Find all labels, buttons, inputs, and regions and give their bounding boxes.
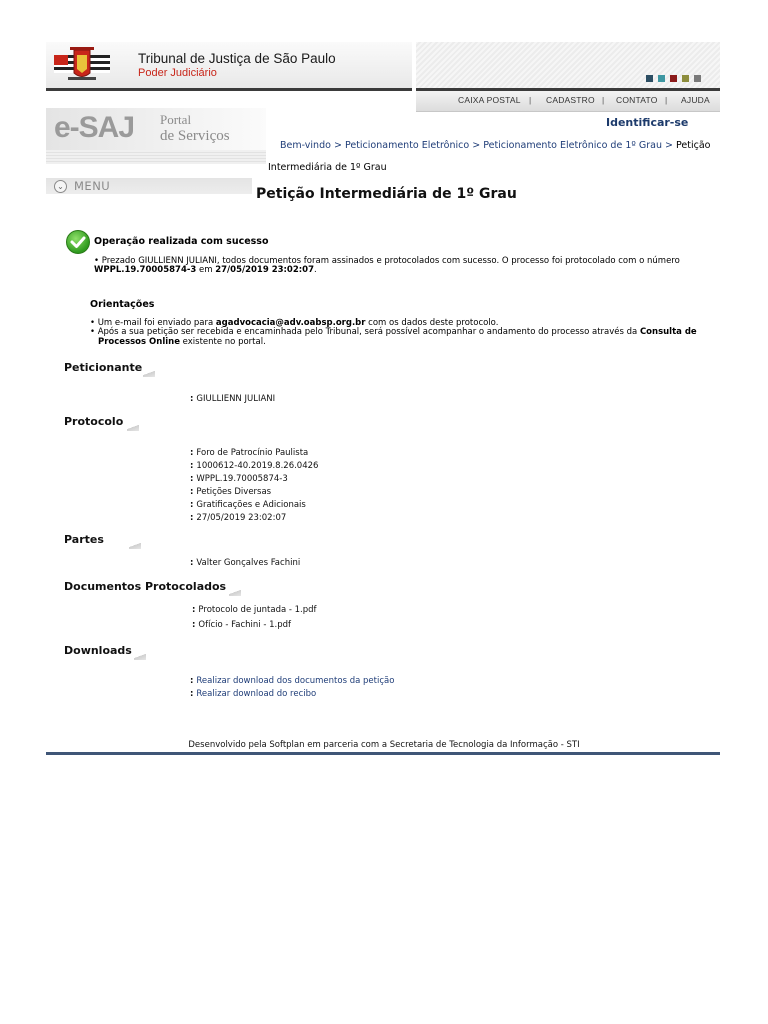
colon: : bbox=[190, 394, 194, 404]
color-square bbox=[694, 75, 701, 82]
section-mark bbox=[134, 654, 146, 660]
colon: : bbox=[190, 689, 194, 699]
protocolo-classe bbox=[190, 487, 271, 497]
color-square bbox=[646, 75, 653, 82]
success-protocol-line bbox=[94, 265, 317, 275]
value-text: GIULLIENN JULIANI bbox=[196, 394, 276, 404]
protocolo-foro bbox=[190, 448, 308, 458]
value-text: Petições Diversas bbox=[196, 487, 272, 497]
text-em: em bbox=[199, 265, 213, 275]
value-text: Valter Gonçalves Fachini bbox=[196, 558, 301, 568]
breadcrumb-separator: > bbox=[472, 140, 481, 151]
color-square bbox=[670, 75, 677, 82]
orient-text: • Um e-mail foi enviado para bbox=[90, 318, 214, 328]
breadcrumb-separator: > bbox=[333, 140, 342, 151]
orientacoes-title: Orientações bbox=[90, 299, 155, 310]
color-square bbox=[682, 75, 689, 82]
coat-of-arms-icon bbox=[54, 47, 110, 81]
email-address: agadvocacia@adv.oabsp.org.br bbox=[215, 318, 366, 328]
breadcrumb-bem-vindo[interactable]: Bem-vindo bbox=[280, 140, 331, 151]
download-item bbox=[190, 689, 316, 699]
partes-name bbox=[190, 558, 300, 568]
logo-panel-stripes bbox=[46, 150, 266, 164]
section-protocolo-title: Protocolo bbox=[64, 415, 124, 428]
nav-ajuda[interactable]: AJUDA bbox=[681, 95, 710, 105]
success-check-icon bbox=[66, 230, 90, 254]
breadcrumb-separator: > bbox=[665, 140, 673, 151]
section-downloads-title: Downloads bbox=[64, 644, 132, 657]
colon: : bbox=[190, 461, 194, 471]
success-message: • Prezado GIULLIENN JULIANI, todos documentos foram assinados e protocolados com sucesso. O processo foi protocolado com o número bbox=[94, 256, 680, 266]
nav-caixa-postal[interactable]: CAIXA POSTAL bbox=[458, 95, 521, 105]
colon: : bbox=[190, 448, 194, 458]
orient-text: • Após a sua petição ser recebida e encaminhada pelo Tribunal, será possível acompanhar o andamento do processo através da bbox=[90, 327, 638, 337]
colon: : bbox=[190, 474, 194, 484]
nav-separator: | bbox=[665, 95, 668, 105]
nav-separator: | bbox=[529, 95, 532, 105]
top-navigation bbox=[416, 91, 720, 112]
page-title: Petição Intermediária de 1º Grau bbox=[256, 186, 517, 202]
consulta-link-cont: Processos Online bbox=[98, 337, 180, 347]
section-partes-title: Partes bbox=[64, 533, 104, 546]
value-text: WPPL.19.70005874-3 bbox=[196, 474, 288, 484]
value-text: Gratificações e Adicionais bbox=[196, 500, 306, 510]
value-text: 27/05/2019 23:02:07 bbox=[196, 513, 287, 523]
download-recibo-link[interactable]: Realizar download do recibo bbox=[196, 689, 317, 699]
section-mark bbox=[127, 425, 139, 431]
colon: : bbox=[192, 620, 196, 630]
header-subtitle: Poder Judiciário bbox=[138, 67, 217, 79]
colon: : bbox=[190, 487, 194, 497]
nav-separator: | bbox=[602, 95, 605, 105]
menu-label[interactable]: MENU bbox=[74, 179, 111, 193]
success-title: Operação realizada com sucesso bbox=[94, 236, 269, 247]
protocolo-assunto bbox=[190, 500, 306, 510]
protocolo-numero bbox=[190, 474, 288, 484]
orient-text: com os dados deste protocolo. bbox=[368, 318, 499, 328]
breadcrumb-current: Petição bbox=[676, 140, 711, 151]
documento-item bbox=[192, 605, 317, 615]
nav-contato[interactable]: CONTATO bbox=[616, 95, 658, 105]
peticionante-name bbox=[190, 394, 275, 404]
consulta-link: Consulta de bbox=[639, 327, 697, 337]
download-documentos-link[interactable]: Realizar download dos documentos da petição bbox=[196, 676, 395, 686]
colon: : bbox=[190, 500, 194, 510]
logo-servicos-text: de Serviços bbox=[160, 128, 230, 144]
color-square bbox=[658, 75, 665, 82]
logo-portal-text: Portal bbox=[160, 112, 192, 127]
orientacoes-item-acompanhar bbox=[90, 327, 720, 337]
documento-item bbox=[192, 620, 291, 630]
protocol-datetime: 27/05/2019 23:02:07 bbox=[215, 265, 314, 275]
orient-text: existente no portal. bbox=[182, 337, 266, 347]
value-text: Protocolo de juntada - 1.pdf bbox=[198, 605, 317, 615]
colon: : bbox=[190, 513, 194, 523]
breadcrumb bbox=[280, 140, 710, 151]
download-item bbox=[190, 676, 394, 686]
identificar-link[interactable]: Identificar-se bbox=[606, 116, 689, 129]
section-mark bbox=[129, 543, 141, 549]
header-title: Tribunal de Justiça de São Paulo bbox=[138, 51, 336, 66]
breadcrumb-current-cont: Intermediária de 1º Grau bbox=[268, 162, 387, 173]
section-peticionante-title: Peticionante bbox=[64, 361, 143, 374]
colon: : bbox=[190, 558, 194, 568]
section-documentos-title: Documentos Protocolados bbox=[64, 580, 227, 593]
protocolo-processo bbox=[190, 461, 318, 471]
section-mark bbox=[143, 371, 155, 377]
colon: : bbox=[190, 676, 194, 686]
text-period: . bbox=[314, 265, 317, 275]
colon: : bbox=[192, 605, 196, 615]
header-divider bbox=[46, 88, 412, 91]
breadcrumb-peticionamento-1grau[interactable]: Peticionamento Eletrônico de 1º Grau bbox=[483, 140, 662, 151]
breadcrumb-peticionamento[interactable]: Peticionamento Eletrônico bbox=[344, 140, 470, 151]
chevron-down-icon[interactable]: ⌄ bbox=[54, 180, 67, 193]
esaj-logo[interactable]: e-SAJ bbox=[54, 111, 135, 144]
value-text: Foro de Patrocínio Paulista bbox=[196, 448, 309, 458]
value-text: 1000612-40.2019.8.26.0426 bbox=[196, 461, 319, 471]
orientacoes-item-acompanhar-cont bbox=[98, 337, 266, 347]
protocolo-data bbox=[190, 513, 286, 523]
section-mark bbox=[229, 590, 241, 596]
protocol-number: WPPL.19.70005874-3 bbox=[94, 265, 197, 275]
value-text: Ofício - Fachini - 1.pdf bbox=[198, 620, 292, 630]
footer-text: Desenvolvido pela Softplan em parceria com a Secretaria de Tecnologia da Informação - STI bbox=[188, 740, 580, 750]
footer-divider bbox=[46, 752, 720, 755]
nav-cadastro[interactable]: CADASTRO bbox=[546, 95, 595, 105]
